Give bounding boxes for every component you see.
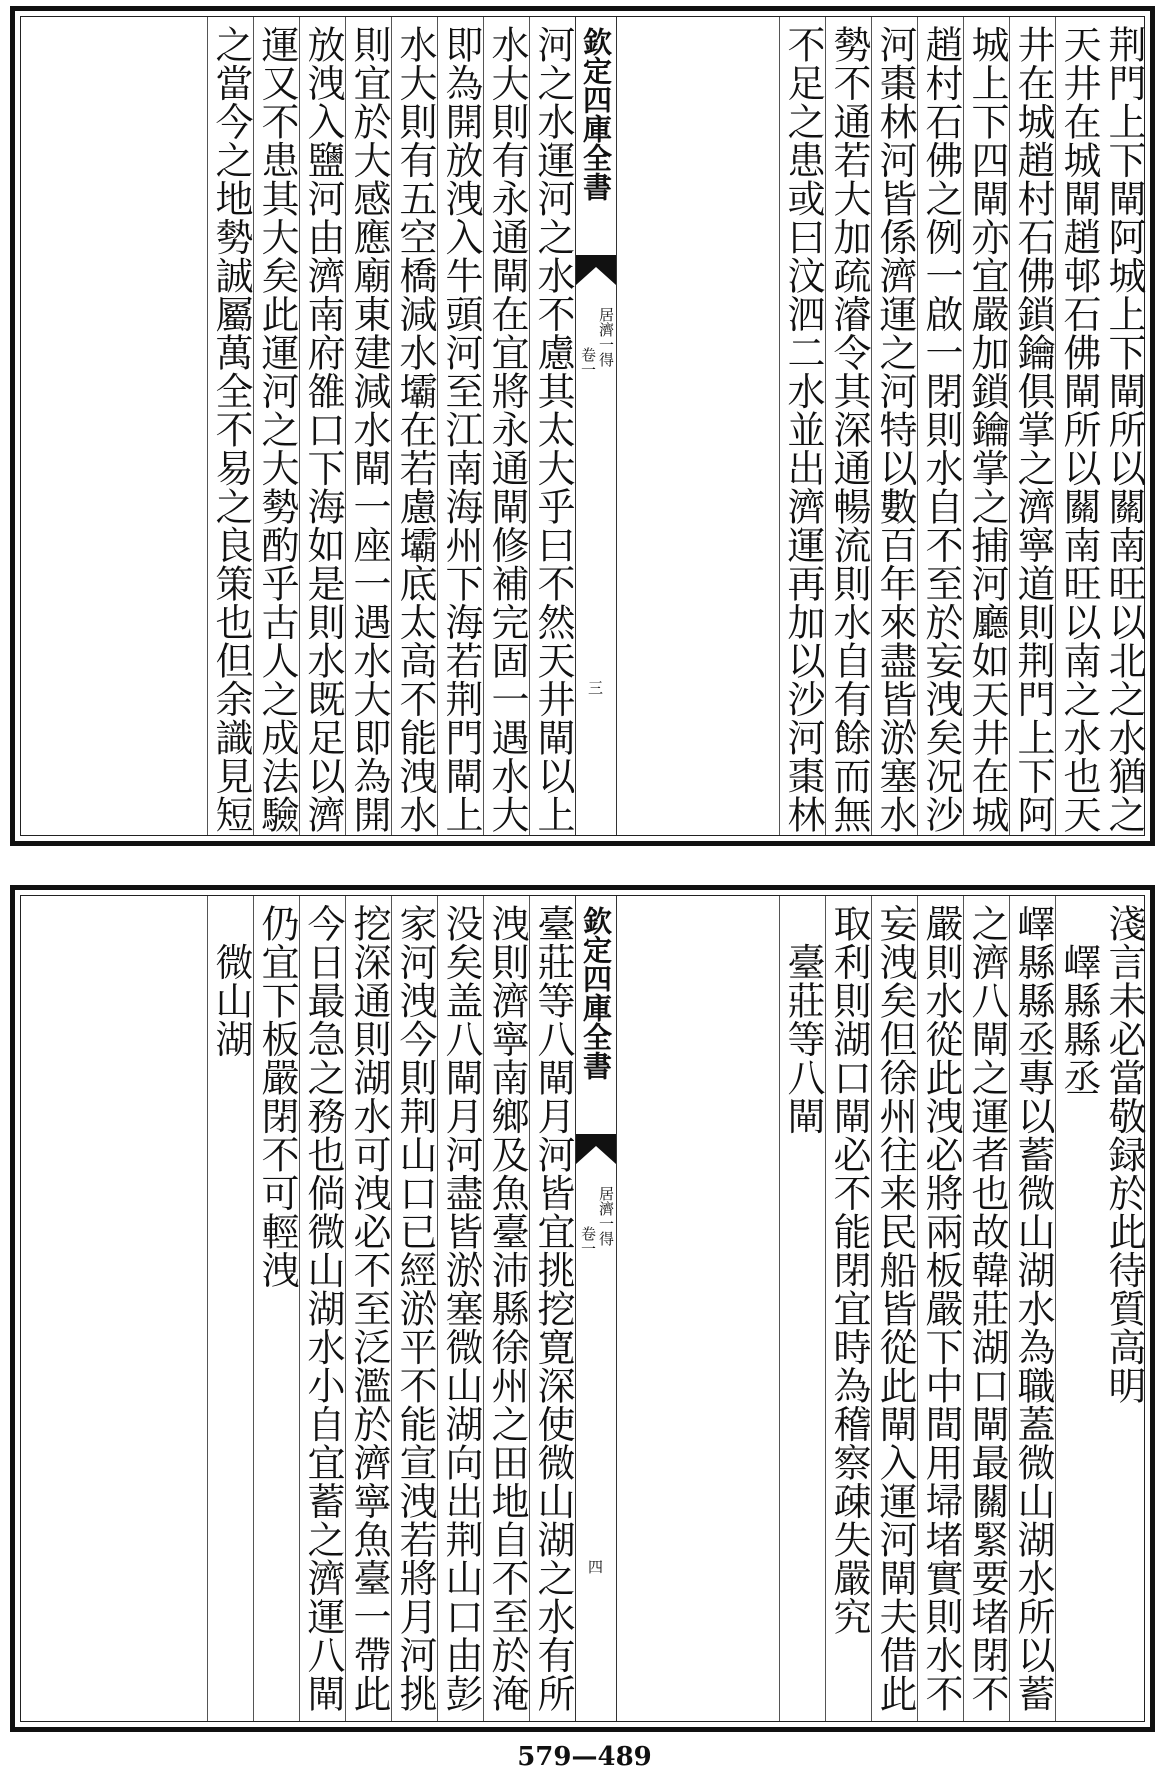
text-column [779,896,825,1721]
text-column [963,17,1009,835]
column-text: 荆門上下閘阿城上下閘所以關南旺以北之水猶之 [1102,25,1146,834]
column-text: 城上下四閘亦宜嚴加鎖鑰掌之捕河廳如天井在城 [965,25,1009,834]
text-column [917,896,963,1721]
gutter-title: 欽定四庫全書 [579,27,613,201]
column-text: 河之水運河之水不慮其太大乎曰不然天井閘以上 [531,25,575,834]
text-column [299,896,345,1721]
text-column [437,896,483,1721]
text-column [345,17,391,835]
gutter-volume: 卷一 [579,1226,597,1256]
text-column [1101,17,1147,835]
text-column [1055,17,1101,835]
text-column [253,896,299,1721]
text-column [207,17,253,835]
fish-tail-mark-icon [576,255,616,285]
text-column [963,896,1009,1721]
column-text: 則宜於大感應廟東建減水閘一座一遇水大即為開 [347,25,391,834]
gutter-volume: 卷一 [579,347,597,377]
column-text: 家河洩今則荆山口已經淤平不能宣洩若將月河挑 [393,904,437,1713]
column-text: 仍宜下板嚴閉不可輕洩 [255,904,299,1289]
page-top [10,6,1155,846]
column-text: 放洩入鹽河由濟南府雒口下海如是則水既足以濟 [301,25,345,834]
section-heading: 臺莊等八閘 [781,904,825,1135]
text-column [1009,17,1055,835]
column-text: 趙村石佛之例一啟一閉則水自不至於妄洩矣况沙 [919,25,963,834]
fish-tail-mark-icon [576,1134,616,1164]
text-column [483,896,529,1721]
text-column [871,896,917,1721]
column-text: 臺莊等八閘月河皆宜挑挖寛深使微山湖之水有所 [531,904,575,1713]
text-column [437,17,483,835]
text-column [1101,896,1147,1721]
column-text: 没矣盖八閘月河盡皆淤塞微山湖向出荆山口由彭 [439,904,483,1713]
gutter-book-title: 居濟一得 [597,307,615,367]
column-text: 淺言未必當敬録於此待質高明 [1102,904,1146,1405]
text-column [345,896,391,1721]
text-column [253,17,299,835]
column-text: 水大則有永通閘在宜將永通閘修補完固一遇水大 [485,25,529,834]
text-column [207,896,253,1721]
section-heading: 嶧縣縣丞 [1057,904,1101,1097]
text-column [1055,896,1101,1721]
text-column [483,17,529,835]
column-text: 洩則濟寧南鄉及魚臺沛縣徐州之田地自不至於淹 [485,904,529,1713]
column-text: 水大則有五空橋減水壩在若慮壩底太高不能洩水 [393,25,437,834]
gutter-page-number: 四 [588,1558,604,1576]
center-gutter [575,896,617,1721]
column-text: 之當今之地勢誠屬萬全不易之良策也但余識見短 [209,25,253,834]
gutter-page-number: 三 [588,679,604,697]
column-text: 天井在城閘趙邨石佛閘所以關南旺以南之水也天 [1057,25,1101,834]
column-text: 今日最急之務也倘微山湖水小自宜蓄之濟運八閘 [301,904,345,1713]
page-top-frame [20,16,1145,836]
text-column [391,17,437,835]
text-column [529,896,575,1721]
text-column [779,17,825,835]
text-column [1009,896,1055,1721]
gutter-title: 欽定四庫全書 [579,906,613,1080]
text-column [391,896,437,1721]
text-column [825,896,871,1721]
column-text: 河棗林河皆係濟運之河特以數百年來盡皆淤塞水 [873,25,917,834]
column-text: 嶧縣縣丞專以蓄微山湖水為職蓋微山湖水所以蓄 [1011,904,1055,1713]
column-text: 不足之患或曰汶泗二水並出濟運再加以沙河棗林 [781,25,825,834]
section-heading: 微山湖 [209,904,253,1058]
column-text: 嚴則水從此洩必將兩板嚴下中間用埽堵實則水不 [919,904,963,1713]
page-footer-number: 579—489 [517,1742,652,1772]
center-gutter [575,17,617,835]
column-text: 運又不患其大矣此運河之大勢酌乎古人之成法驗 [255,25,299,834]
text-column [529,17,575,835]
column-text: 妄洩矣但徐州往来民船皆從此閘入運河閘夫借此 [873,904,917,1713]
text-column [825,17,871,835]
column-text: 井在城趙村石佛鎖鑰俱掌之濟寧道則荆門上下阿 [1011,25,1055,834]
column-text: 挖深通則湖水可洩必不至泛濫於濟寧魚臺一帶此 [347,904,391,1713]
column-text: 即為開放洩入牛頭河至江南海州下海若荆門閘上 [439,25,483,834]
column-text: 勢不通若大加疏濬令其深通暢流則水自有餘而無 [827,25,871,834]
text-column [871,17,917,835]
page-bottom [10,885,1155,1732]
text-column [299,17,345,835]
text-column [917,17,963,835]
column-text: 之濟八閘之運者也故韓莊湖口閘最關緊要堵閉不 [965,904,1009,1713]
page-bottom-frame [20,895,1145,1722]
column-text: 取利則湖口閘必不能閉宜時為稽察疎失嚴究 [827,904,871,1636]
gutter-book-title: 居濟一得 [597,1186,615,1246]
